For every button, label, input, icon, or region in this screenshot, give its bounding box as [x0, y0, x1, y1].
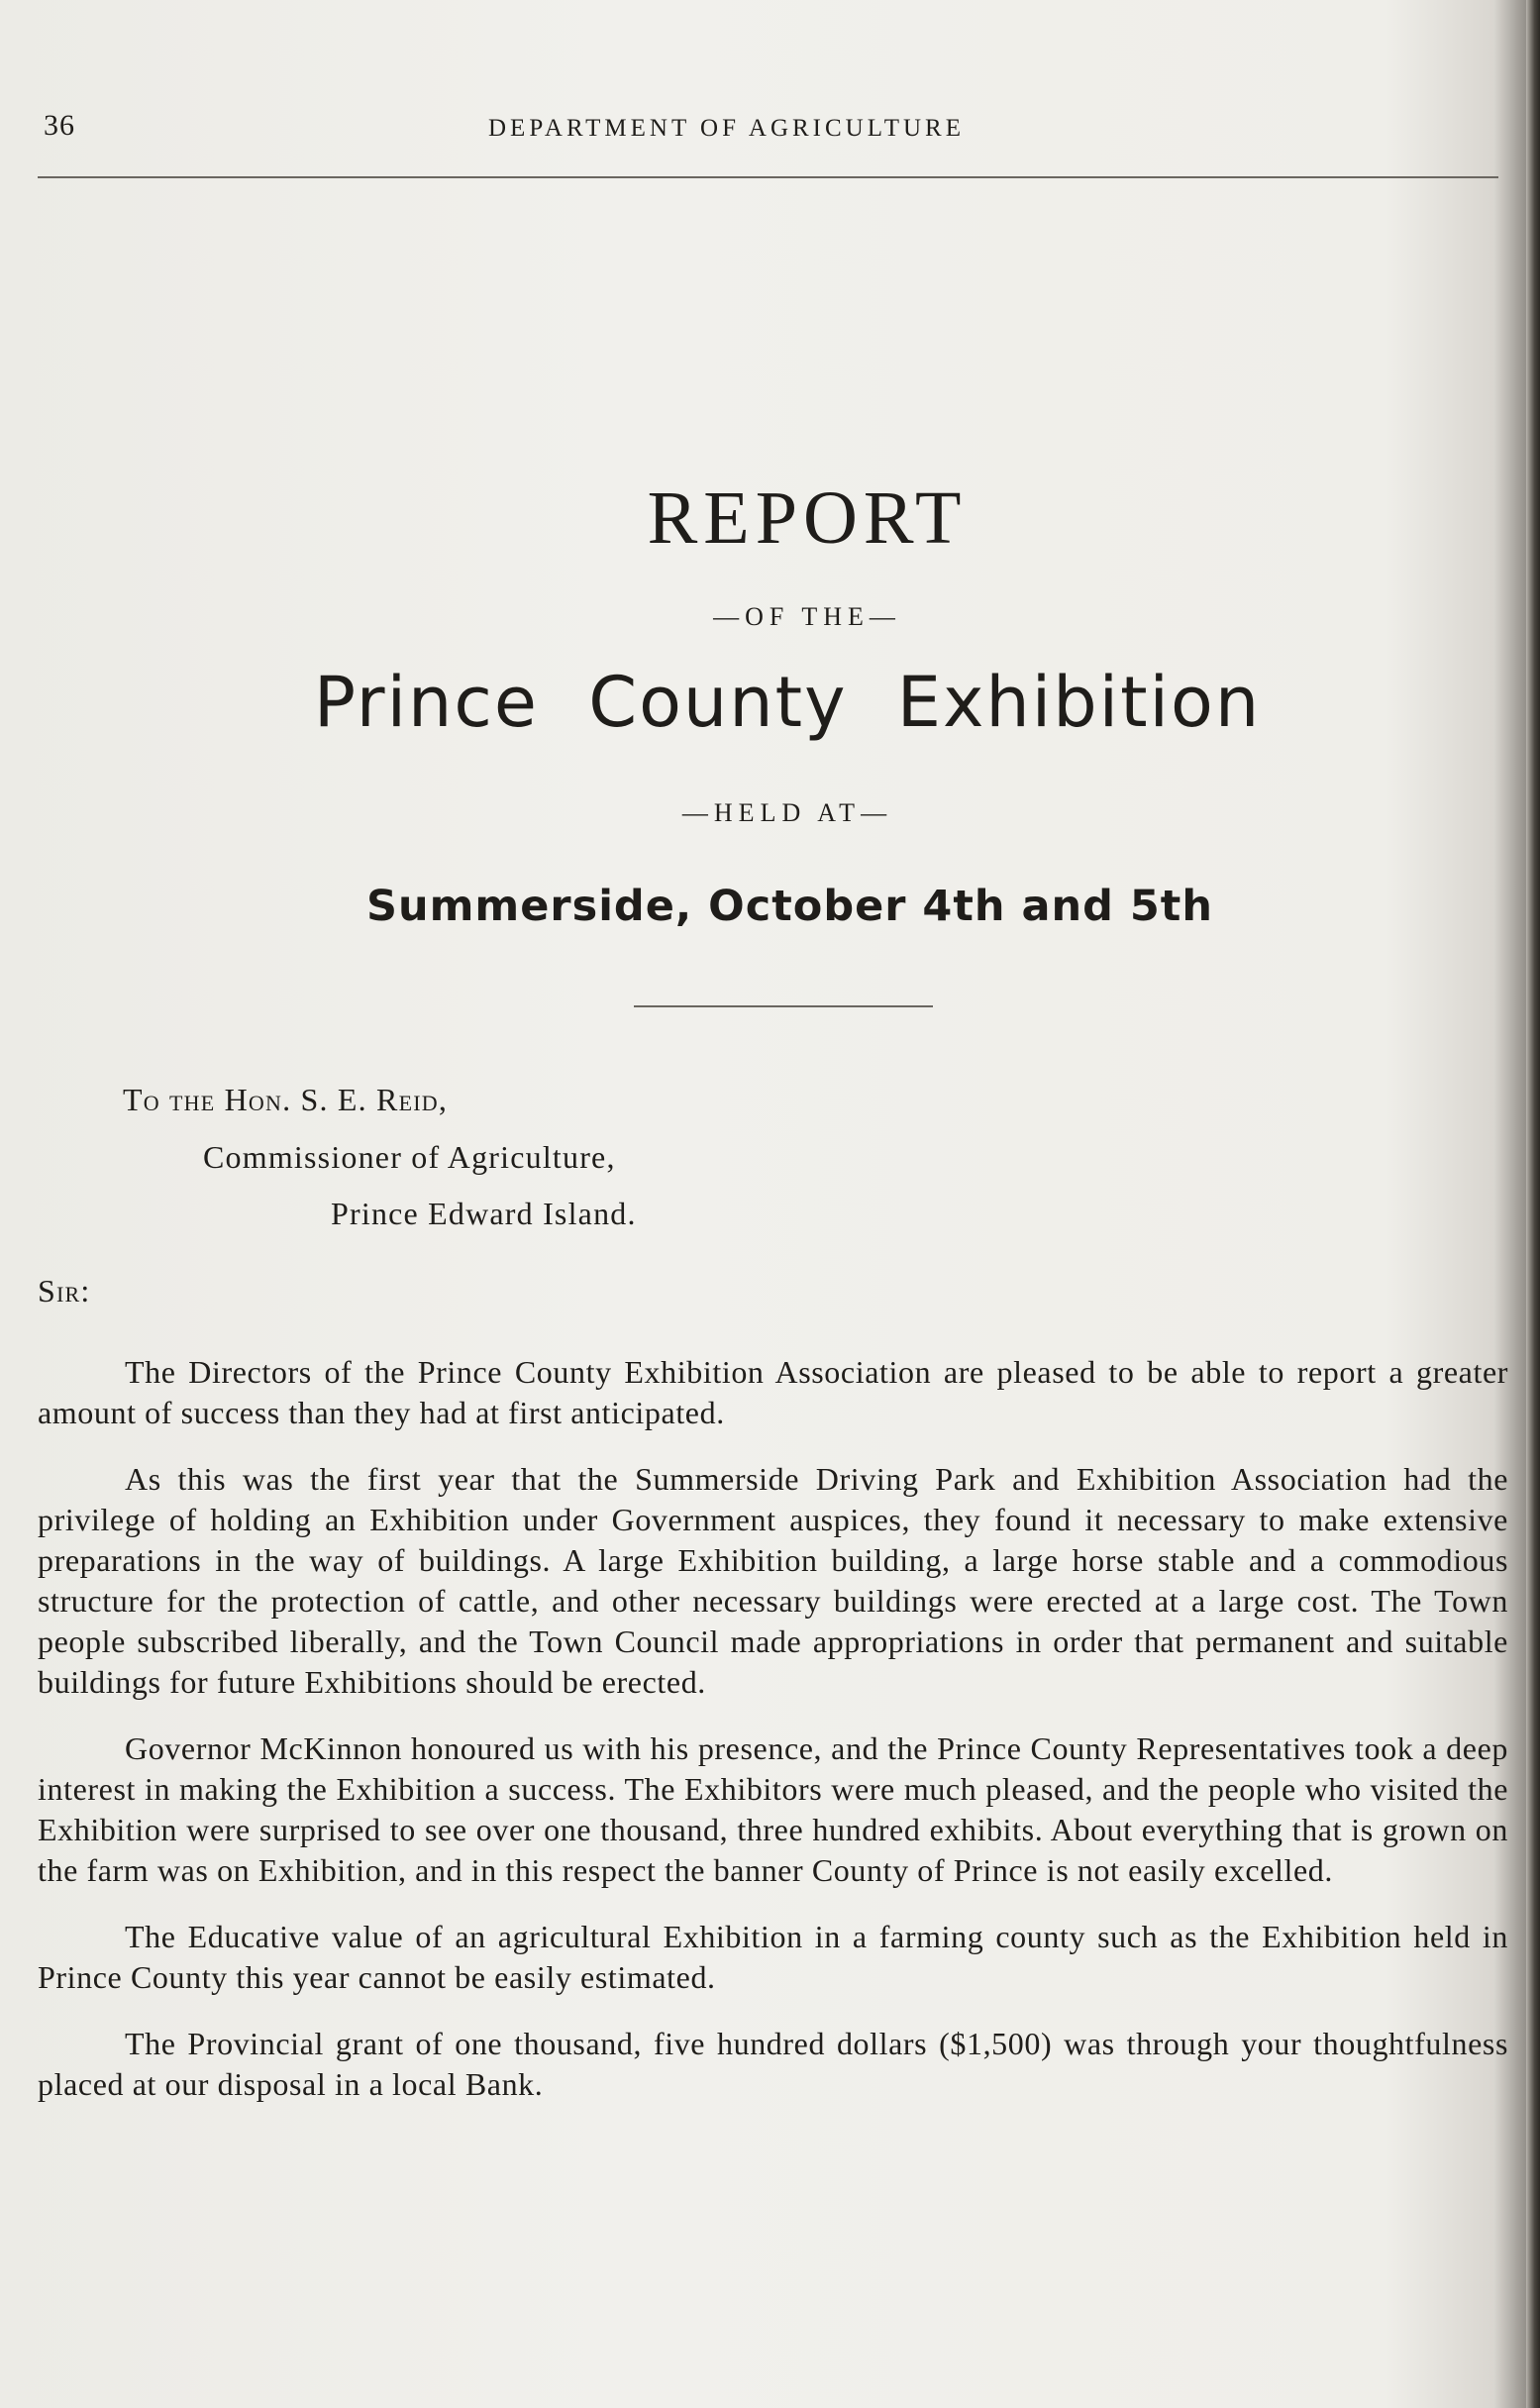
- paragraph: Governor McKinnon honoured us with his presence, and the Prince County Representatives took a deep interest in making the Exhibition a success. The Exhibitors were much pleased, and the people who visited the Exhibition were surprised to see over one thousand, three hundred exhibits. About everything that is grown on the farm was on Exhibition, and in this respect the banner County of Prince is not easily excelled.: [38, 1730, 1508, 1888]
- paragraph: The Provincial grant of one thousand, five hundred dollars ($1,500) was through your thoughtfulness placed at our disposal in a local Bank.: [38, 2026, 1508, 2102]
- report-title: REPORT: [647, 476, 968, 560]
- page-header: [38, 109, 1498, 149]
- salutation: Sir:: [38, 1273, 91, 1309]
- addressee-line: To the Hon. S. E. Reid,: [123, 1082, 449, 1117]
- letter-body: [38, 1352, 1508, 2131]
- exhibition-name: Prince County Exhibition: [313, 662, 1262, 743]
- section-divider: [634, 1005, 933, 1007]
- paragraph: The Educative value of an agricultural Exhibition in a farming county such as the Exhibition held in Prince County this year cannot be easily estimated.: [38, 1919, 1508, 1995]
- header-rule: [38, 176, 1498, 178]
- running-head: DEPARTMENT OF AGRICULTURE: [488, 115, 965, 142]
- addressee-title-line: Commissioner of Agriculture,: [203, 1139, 616, 1175]
- paragraph: As this was the first year that the Summerside Driving Park and Exhibition Association had the privilege of holding an Exhibition under Government auspices, they found it necessary to make extensive preparations in the way of buildings. A large Exhibition building, a large horse stable and a commodious structure for the protection of cattle, and other necessary buildings were erected at a large cost. The Town people subscribed liberally, and the Town Council made appropriations in order that permanent and suitable buildings for future Exhibitions should be erected.: [38, 1461, 1508, 1700]
- held-at-subtitle: —HELD AT—: [681, 798, 893, 827]
- addressee-location-line: Prince Edward Island.: [331, 1196, 637, 1231]
- paragraph: The Directors of the Prince County Exhibition Association are pleased to be able to report a greater amount of success than they had at first anticipated.: [38, 1354, 1508, 1430]
- page-number: 36: [44, 109, 75, 142]
- of-the-subtitle: —OF THE—: [713, 602, 901, 631]
- book-binding-edge: [1526, 0, 1540, 2408]
- place-and-date: Summerside, October 4th and 5th: [366, 882, 1213, 931]
